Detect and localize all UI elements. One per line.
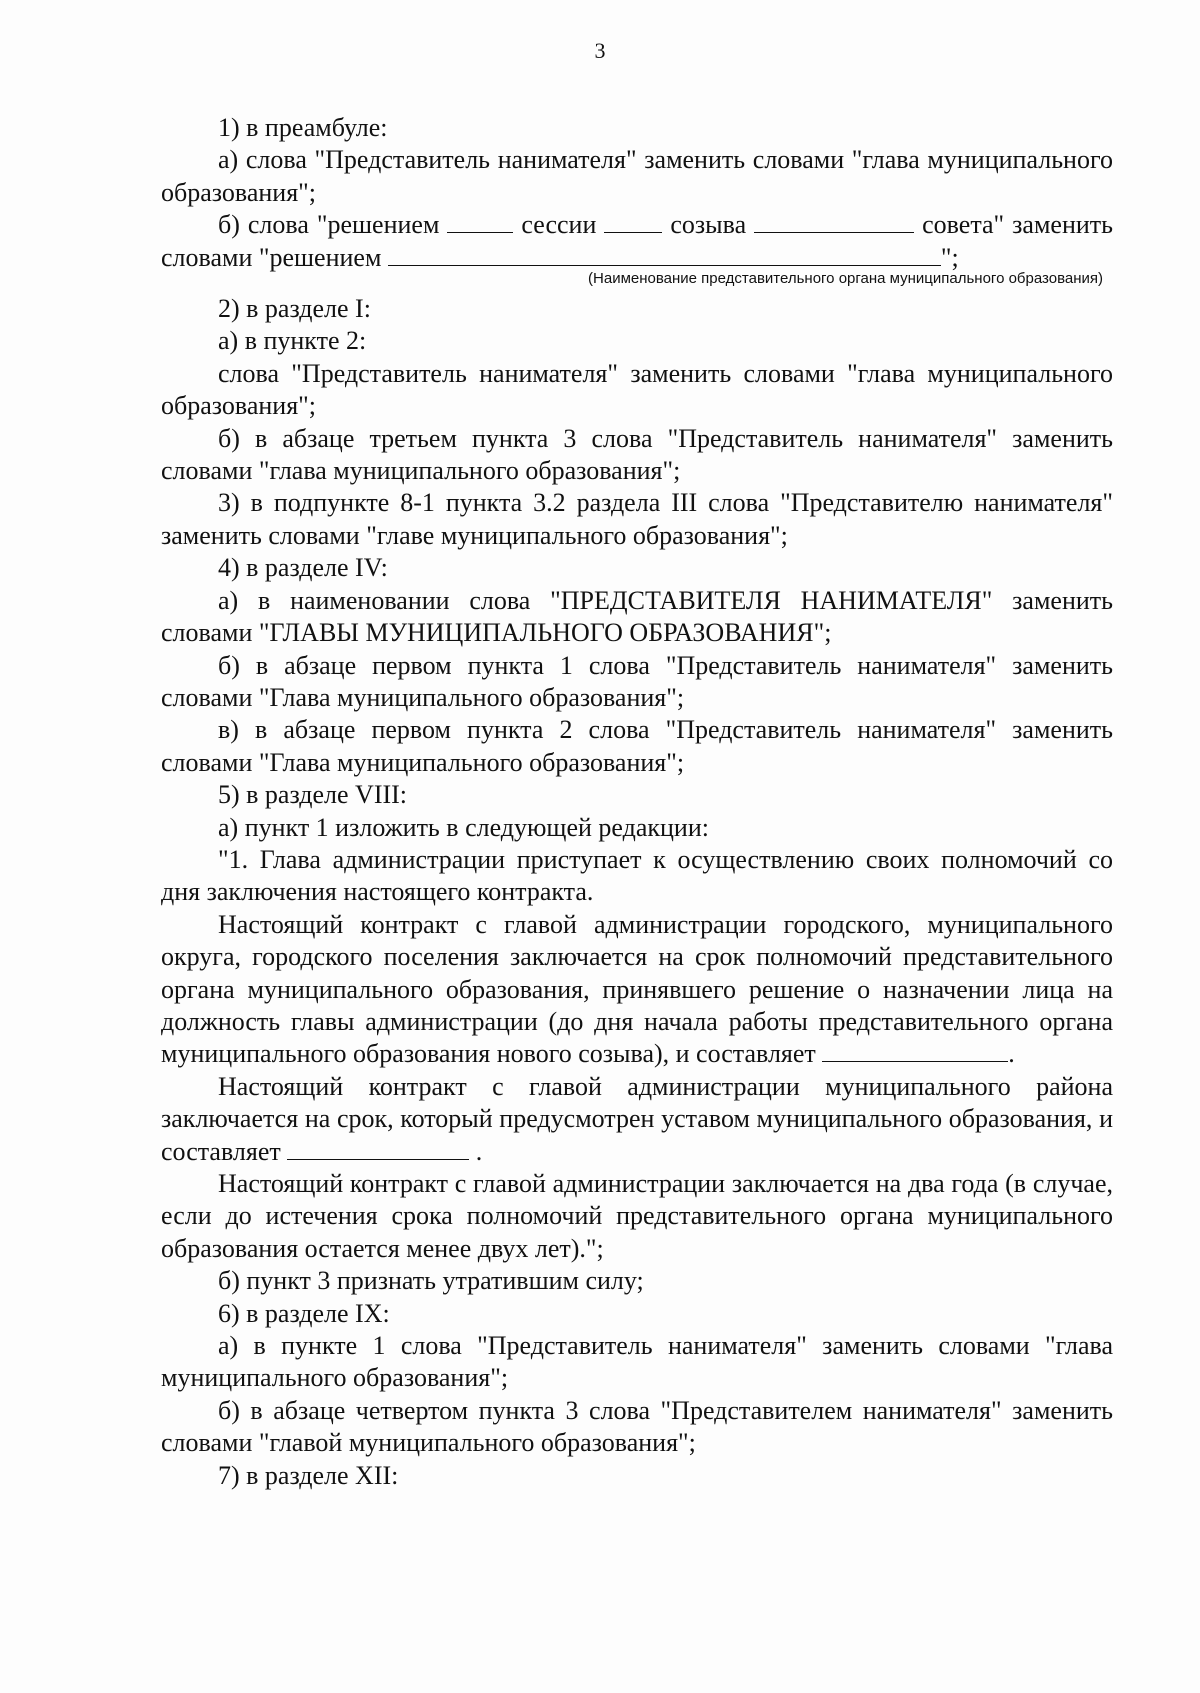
paragraph-14: а) пункт 1 изложить в следующей редакции: <box>218 812 709 842</box>
paragraph-2: а) слова "Представитель нанимателя" заменить словами "глава муниципального образования"; <box>161 145 1113 207</box>
paragraph-17-end: . <box>475 1136 483 1166</box>
blank-convocation-number <box>604 210 662 233</box>
paragraph-12: в) в абзаце первом пункта 2 слова "Представитель нанимателя" заменить словами "Глава муниципального образования"; <box>161 715 1113 777</box>
paragraph-1: 1) в преамбуле: <box>218 113 388 142</box>
paragraph-3-part-d: совета" заменить словами "решением <box>161 210 1114 272</box>
paragraph-17-text: Настоящий контракт с главой администрации муниципального района заключается на срок, который предусмотрен уставом муниципального образования, и составляет <box>161 1071 1113 1166</box>
paragraph-3-part-a: б) слова "решением <box>218 210 440 240</box>
blank-session-number <box>447 210 513 233</box>
field-caption: (Наименование представительного органа муниципального образования) <box>588 270 1103 288</box>
paragraph-19: б) пункт 3 признать утратившим силу; <box>218 1266 644 1296</box>
paragraph-11: б) в абзаце первом пункта 1 слова "Представитель нанимателя" заменить словами "Глава муниципального образования"; <box>161 650 1113 712</box>
paragraph-3-part-c: созыва <box>670 210 747 240</box>
paragraph-5: а) в пункте 2: <box>218 326 367 356</box>
paragraph-3-part-b: сессии <box>521 210 597 240</box>
paragraph-4: 2) в разделе I: <box>218 294 371 324</box>
paragraph-16-text: Настоящий контракт с главой администрации городского, муниципального округа, городского поселения заключается на срок полномочий представительного органа муниципального образования, принявшего решение о назначении лица на должность главы администрации (до дня начала работы представительного органа муниципального образования нового созыва), и составляет <box>161 909 1113 1069</box>
paragraph-3 <box>161 209 1113 274</box>
document-body <box>161 112 1113 1492</box>
paragraph-7: б) в абзаце третьем пункта 3 слова "Представитель нанимателя" заменить словами "глава муниципального образования"; <box>161 423 1113 486</box>
blank-contract-term-2 <box>287 1137 469 1160</box>
paragraph-8: 3) в подпункте 8-1 пункта 3.2 раздела III слова "Представителю нанимателя" заменить словами "главе муниципального образования"; <box>161 488 1113 550</box>
paragraph-3-part-e: "; <box>940 242 959 272</box>
paragraph-18: Настоящий контракт с главой администрации заключается на два года (в случае, если до истечения срока полномочий представительного органа муниципального образования остается менее двух лет)."; <box>161 1169 1113 1263</box>
paragraph-20: 6) в разделе IX: <box>218 1298 390 1328</box>
paragraph-17 <box>161 1071 1113 1168</box>
paragraph-22: б) в абзаце четвертом пункта 3 слова "Представителем нанимателя" заменить словами "главой муниципального образования"; <box>161 1395 1113 1458</box>
blank-representative-body <box>388 243 941 266</box>
paragraph-13: 5) в разделе VIII: <box>218 780 408 810</box>
paragraph-9: 4) в разделе IV: <box>218 553 388 583</box>
paragraph-21: а) в пункте 1 слова "Представитель нанимателя" заменить словами "глава муниципального образования"; <box>161 1331 1113 1393</box>
paragraph-6: слова "Представитель нанимателя" заменить словами "глава муниципального образования"; <box>161 358 1113 421</box>
page-number: 3 <box>594 38 606 63</box>
blank-council-name <box>754 210 914 233</box>
blank-contract-term-1 <box>822 1039 1008 1062</box>
paragraph-15: "1. Глава администрации приступает к осуществлению своих полномочий со дня заключения настоящего контракта. <box>161 844 1113 907</box>
paragraph-16-end: . <box>1008 1039 1015 1069</box>
paragraph-16 <box>161 909 1113 1071</box>
paragraph-10: а) в наименовании слова "ПРЕДСТАВИТЕЛЯ НАНИМАТЕЛЯ" заменить словами "ГЛАВЫ МУНИЦИПАЛЬНОГО ОБРАЗОВАНИЯ"; <box>161 585 1113 648</box>
paragraph-23: 7) в разделе XII: <box>218 1460 399 1490</box>
